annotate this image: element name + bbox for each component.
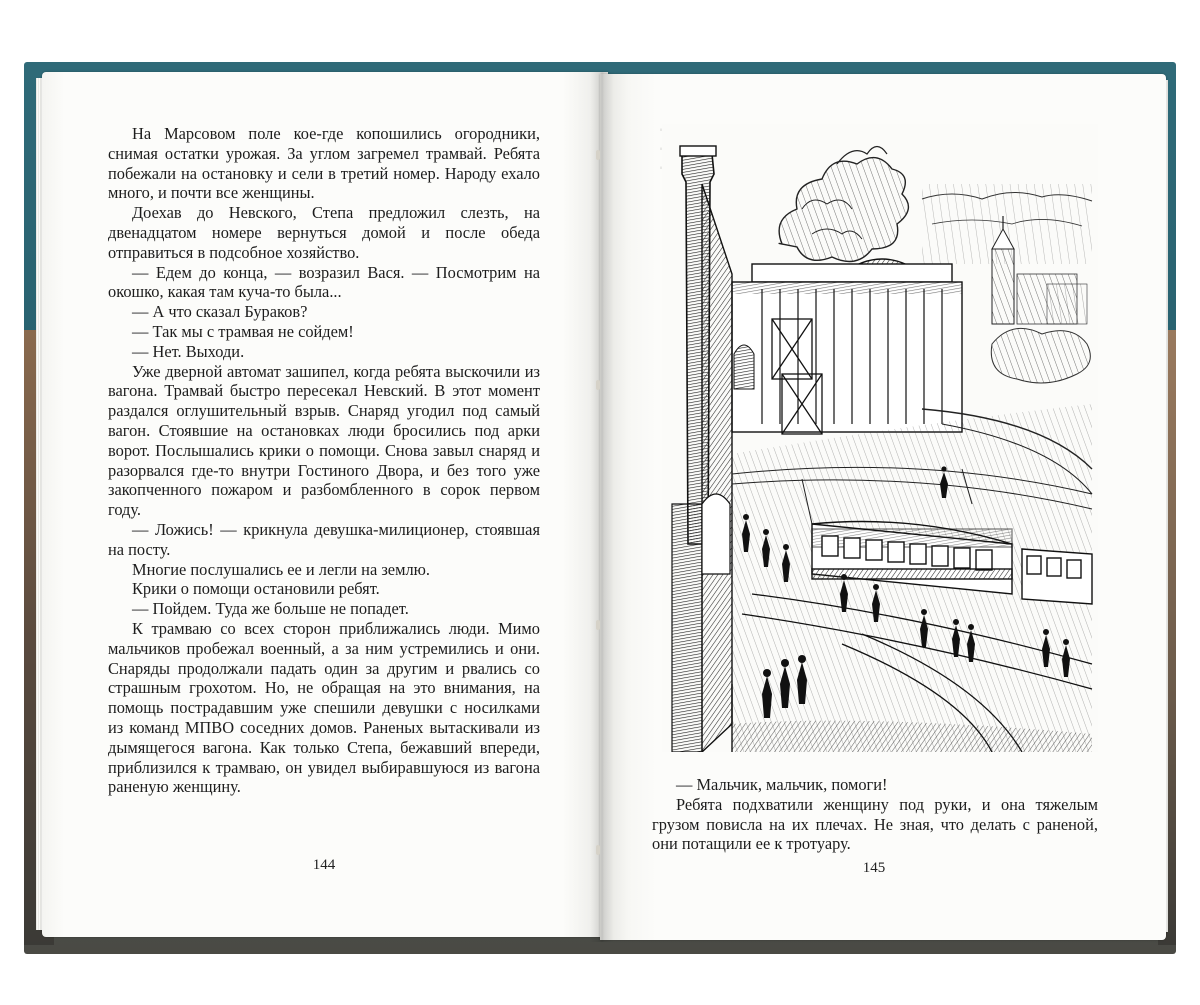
dialog-line: — Пойдем. Туда же больше не попадет. — [132, 599, 409, 619]
dialog-line: — Едем до конца, — возразил Вася. — Посмотрим на окошко, какая там куча-то была... — [108, 262, 540, 302]
paragraph: На Марсовом поле кое-где копошились огородники, снимая остатки урожая. За углом загремел трамвай. Ребята побежали на остановку и сели в третий номер. Народу ехало много, и почти все женщины. — [108, 124, 540, 203]
page-number-left: 144 — [312, 857, 336, 873]
dialog-line: — Мальчик, мальчик, помоги! — [676, 775, 888, 794]
paragraph: Крики о помощи остановили ребят. — [132, 579, 380, 599]
paragraph: Доехав до Невского, Степа предложил слезть, на двенадцатом номере вернуться домой и после обеда отправиться в подсобное хозяйство. — [108, 203, 540, 262]
page-number-right: 145 — [862, 860, 886, 876]
paragraph: Многие послушались ее и легли на землю. — [132, 559, 430, 579]
left-page-text — [108, 124, 540, 797]
book-gutter — [590, 72, 614, 942]
dialog-line: — Нет. Выходи. — [132, 341, 245, 361]
paragraph: Ребята подхватили женщину под руки, и она тяжелым грузом повисла на их плечах. Не зная, что делать с раненой, они потащили ее к тротуару. — [652, 794, 1098, 854]
dialog-line: — А что сказал Бураков? — [132, 302, 308, 322]
dialog-line: — Так мы с трамвая не сойдем! — [132, 321, 354, 341]
binding-stitch — [596, 620, 600, 630]
binding-stitch — [596, 380, 600, 390]
binding-stitch — [596, 845, 600, 855]
dialog-line: — Ложись! — крикнула девушка-милиционер, стоявшая на посту. — [108, 519, 540, 559]
paragraph: Уже дверной автомат зашипел, когда ребята выскочили из вагона. Трамвай быстро пересекал Невский. В этот момент раздался оглушительный взрыв. Снаряд угодил под самый вагон. Стоявшие на остановках люди бросились под арки ворот. Послышались крики о помощи. Снова завыл снаряд и разорвался где-то внутри Гостиного Двора, и без того уже закопченного пожаром и разбомбленного в сорок первом году. — [108, 361, 540, 520]
paragraph: К трамваю со всех сторон приближались люди. Мимо мальчиков пробежал военный, а за ним устремились и они. Снаряды продолжали падать один за другим и рвались со страшным грохотом. Но, не обращая на это внимания, на помощь пострадавшим уже спешили девушки с носилками из команд МПВО соседних домов. Раненых вытаскивали из дымящегося вагона. Как только Степа, бежавший впереди, приблизился к трамваю, он увидел выбиравшуюся из вагона раненую женщину. — [108, 618, 540, 797]
binding-stitch — [596, 150, 600, 160]
right-page-text — [652, 775, 1098, 854]
street-tram-explosion-illustration — [662, 124, 1098, 752]
